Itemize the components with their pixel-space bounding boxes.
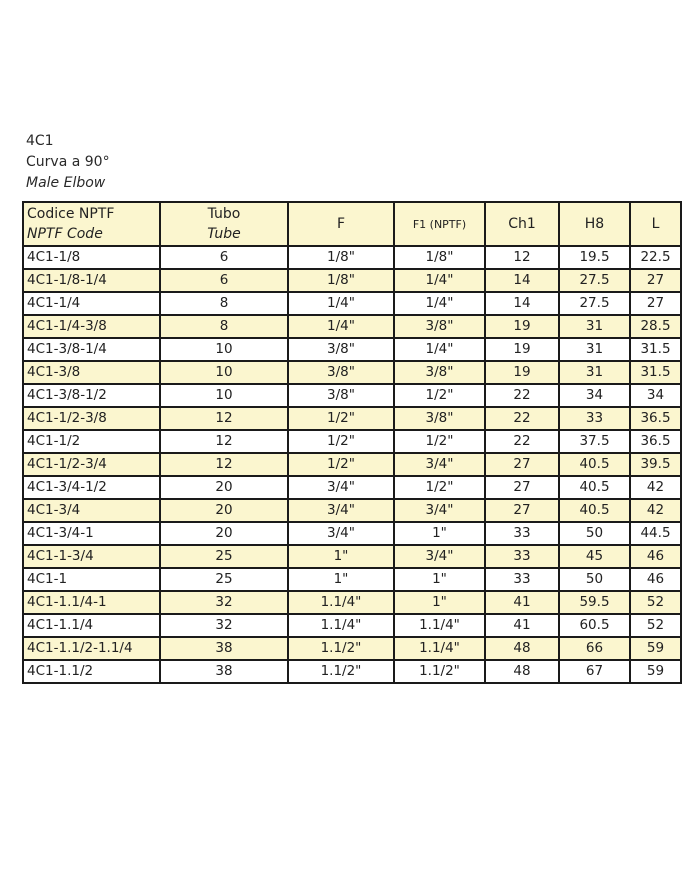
cell-ch1: 12 — [485, 246, 559, 269]
cell-l: 36.5 — [630, 407, 681, 430]
cell-tube: 6 — [160, 269, 288, 292]
cell-code: 4C1-1.1/2-1.1/4 — [23, 637, 160, 660]
cell-code: 4C1-1.1/4 — [23, 614, 160, 637]
cell-h8: 27.5 — [559, 269, 630, 292]
table-row — [23, 545, 681, 568]
cell-tube: 20 — [160, 476, 288, 499]
cell-code: 4C1-3/8-1/4 — [23, 338, 160, 361]
header-f: F — [288, 202, 394, 246]
cell-l: 52 — [630, 614, 681, 637]
cell-l: 39.5 — [630, 453, 681, 476]
cell-tube: 12 — [160, 407, 288, 430]
cell-f1: 1.1/2" — [394, 660, 485, 683]
cell-h8: 40.5 — [559, 499, 630, 522]
cell-h8: 67 — [559, 660, 630, 683]
cell-code: 4C1-1/2 — [23, 430, 160, 453]
cell-f1: 3/8" — [394, 315, 485, 338]
cell-h8: 45 — [559, 545, 630, 568]
table-row — [23, 637, 681, 660]
cell-l: 52 — [630, 591, 681, 614]
header-tube-it: Tubo — [207, 206, 241, 222]
cell-ch1: 33 — [485, 568, 559, 591]
cell-l: 34 — [630, 384, 681, 407]
cell-tube: 25 — [160, 545, 288, 568]
table-row — [23, 338, 681, 361]
cell-h8: 40.5 — [559, 453, 630, 476]
cell-f1: 3/8" — [394, 407, 485, 430]
table-row — [23, 407, 681, 430]
header-code-en: NPTF Code — [27, 226, 103, 242]
cell-f1: 1/4" — [394, 292, 485, 315]
table-row — [23, 430, 681, 453]
cell-f: 1.1/2" — [288, 660, 394, 683]
cell-f: 3/4" — [288, 476, 394, 499]
cell-tube: 38 — [160, 660, 288, 683]
cell-h8: 37.5 — [559, 430, 630, 453]
table-row — [23, 522, 681, 545]
cell-ch1: 19 — [485, 361, 559, 384]
cell-code: 4C1-3/4 — [23, 499, 160, 522]
cell-ch1: 27 — [485, 453, 559, 476]
header-h8: H8 — [559, 202, 630, 246]
cell-f: 1" — [288, 568, 394, 591]
cell-h8: 60.5 — [559, 614, 630, 637]
cell-ch1: 14 — [485, 269, 559, 292]
table-row — [23, 591, 681, 614]
cell-ch1: 22 — [485, 384, 559, 407]
cell-code: 4C1-1/8-1/4 — [23, 269, 160, 292]
cell-tube: 8 — [160, 292, 288, 315]
cell-h8: 40.5 — [559, 476, 630, 499]
cell-code: 4C1-1/2-3/4 — [23, 453, 160, 476]
cell-code: 4C1-3/8 — [23, 361, 160, 384]
cell-code: 4C1-1/4 — [23, 292, 160, 315]
cell-h8: 50 — [559, 522, 630, 545]
cell-h8: 66 — [559, 637, 630, 660]
cell-l: 36.5 — [630, 430, 681, 453]
cell-tube: 20 — [160, 499, 288, 522]
cell-ch1: 27 — [485, 499, 559, 522]
cell-tube: 32 — [160, 614, 288, 637]
cell-f: 3/8" — [288, 361, 394, 384]
cell-l: 27 — [630, 292, 681, 315]
cell-tube: 6 — [160, 246, 288, 269]
cell-f: 1/8" — [288, 269, 394, 292]
product-title-block — [26, 131, 110, 194]
header-tube — [160, 202, 288, 246]
cell-ch1: 48 — [485, 637, 559, 660]
cell-code: 4C1-1.1/4-1 — [23, 591, 160, 614]
cell-h8: 50 — [559, 568, 630, 591]
cell-f1: 3/4" — [394, 499, 485, 522]
cell-h8: 19.5 — [559, 246, 630, 269]
cell-l: 28.5 — [630, 315, 681, 338]
header-f1 — [394, 202, 485, 246]
cell-f: 3/8" — [288, 384, 394, 407]
cell-f1: 3/4" — [394, 545, 485, 568]
table-row — [23, 568, 681, 591]
header-f1-label: F1 (NPTF) — [412, 217, 467, 231]
table-header-row — [23, 202, 681, 246]
product-code: 4C1 — [26, 133, 54, 149]
cell-l: 31.5 — [630, 338, 681, 361]
cell-f: 1/4" — [288, 315, 394, 338]
cell-l: 42 — [630, 499, 681, 522]
product-name-it: Curva a 90° — [26, 154, 110, 170]
cell-l: 22.5 — [630, 246, 681, 269]
cell-f: 3/4" — [288, 499, 394, 522]
cell-code: 4C1-1/8 — [23, 246, 160, 269]
cell-l: 59 — [630, 660, 681, 683]
cell-f1: 1" — [394, 568, 485, 591]
cell-tube: 8 — [160, 315, 288, 338]
cell-tube: 10 — [160, 384, 288, 407]
cell-f1: 1/8" — [394, 246, 485, 269]
cell-l: 31.5 — [630, 361, 681, 384]
cell-tube: 10 — [160, 361, 288, 384]
cell-f: 1" — [288, 545, 394, 568]
cell-h8: 31 — [559, 338, 630, 361]
cell-f: 1/8" — [288, 246, 394, 269]
cell-f1: 1/2" — [394, 476, 485, 499]
table-row — [23, 246, 681, 269]
cell-ch1: 19 — [485, 315, 559, 338]
cell-l: 46 — [630, 545, 681, 568]
cell-tube: 20 — [160, 522, 288, 545]
cell-ch1: 33 — [485, 545, 559, 568]
table-row — [23, 614, 681, 637]
cell-f: 1/2" — [288, 453, 394, 476]
cell-tube: 10 — [160, 338, 288, 361]
cell-f: 1/2" — [288, 407, 394, 430]
table-row — [23, 292, 681, 315]
header-code — [23, 202, 160, 246]
cell-ch1: 48 — [485, 660, 559, 683]
cell-h8: 34 — [559, 384, 630, 407]
cell-code: 4C1-1-3/4 — [23, 545, 160, 568]
cell-tube: 32 — [160, 591, 288, 614]
cell-h8: 31 — [559, 361, 630, 384]
cell-f1: 1" — [394, 591, 485, 614]
cell-tube: 25 — [160, 568, 288, 591]
table-row — [23, 315, 681, 338]
cell-h8: 33 — [559, 407, 630, 430]
cell-f: 3/4" — [288, 522, 394, 545]
cell-tube: 12 — [160, 430, 288, 453]
cell-f1: 1/4" — [394, 338, 485, 361]
cell-ch1: 14 — [485, 292, 559, 315]
table-row — [23, 660, 681, 683]
cell-h8: 59.5 — [559, 591, 630, 614]
cell-ch1: 22 — [485, 407, 559, 430]
cell-f: 1.1/2" — [288, 637, 394, 660]
cell-f: 1/4" — [288, 292, 394, 315]
table-row — [23, 453, 681, 476]
table-row — [23, 269, 681, 292]
header-ch1: Ch1 — [485, 202, 559, 246]
cell-f: 1.1/4" — [288, 591, 394, 614]
cell-ch1: 41 — [485, 614, 559, 637]
cell-f1: 1/4" — [394, 269, 485, 292]
cell-ch1: 27 — [485, 476, 559, 499]
cell-h8: 27.5 — [559, 292, 630, 315]
cell-f1: 1/2" — [394, 384, 485, 407]
cell-ch1: 41 — [485, 591, 559, 614]
cell-f1: 1.1/4" — [394, 637, 485, 660]
cell-f: 1.1/4" — [288, 614, 394, 637]
cell-f1: 3/4" — [394, 453, 485, 476]
cell-l: 27 — [630, 269, 681, 292]
cell-code: 4C1-1.1/2 — [23, 660, 160, 683]
table-row — [23, 384, 681, 407]
header-code-it: Codice NPTF — [27, 206, 115, 222]
header-tube-en: Tube — [207, 226, 241, 242]
cell-l: 44.5 — [630, 522, 681, 545]
cell-code: 4C1-1/4-3/8 — [23, 315, 160, 338]
table-row — [23, 361, 681, 384]
cell-code: 4C1-3/8-1/2 — [23, 384, 160, 407]
table-row — [23, 476, 681, 499]
header-l: L — [630, 202, 681, 246]
cell-ch1: 33 — [485, 522, 559, 545]
cell-code: 4C1-1/2-3/8 — [23, 407, 160, 430]
cell-h8: 31 — [559, 315, 630, 338]
cell-l: 59 — [630, 637, 681, 660]
spec-table — [22, 201, 682, 684]
cell-tube: 38 — [160, 637, 288, 660]
cell-code: 4C1-3/4-1 — [23, 522, 160, 545]
product-name-en: Male Elbow — [26, 175, 106, 191]
cell-f: 1/2" — [288, 430, 394, 453]
cell-l: 42 — [630, 476, 681, 499]
cell-f1: 1/2" — [394, 430, 485, 453]
cell-ch1: 22 — [485, 430, 559, 453]
cell-l: 46 — [630, 568, 681, 591]
cell-f1: 1" — [394, 522, 485, 545]
table-body — [23, 246, 681, 683]
cell-f1: 3/8" — [394, 361, 485, 384]
cell-f1: 1.1/4" — [394, 614, 485, 637]
cell-f: 3/8" — [288, 338, 394, 361]
cell-code: 4C1-1 — [23, 568, 160, 591]
cell-tube: 12 — [160, 453, 288, 476]
table-row — [23, 499, 681, 522]
cell-ch1: 19 — [485, 338, 559, 361]
cell-code: 4C1-3/4-1/2 — [23, 476, 160, 499]
